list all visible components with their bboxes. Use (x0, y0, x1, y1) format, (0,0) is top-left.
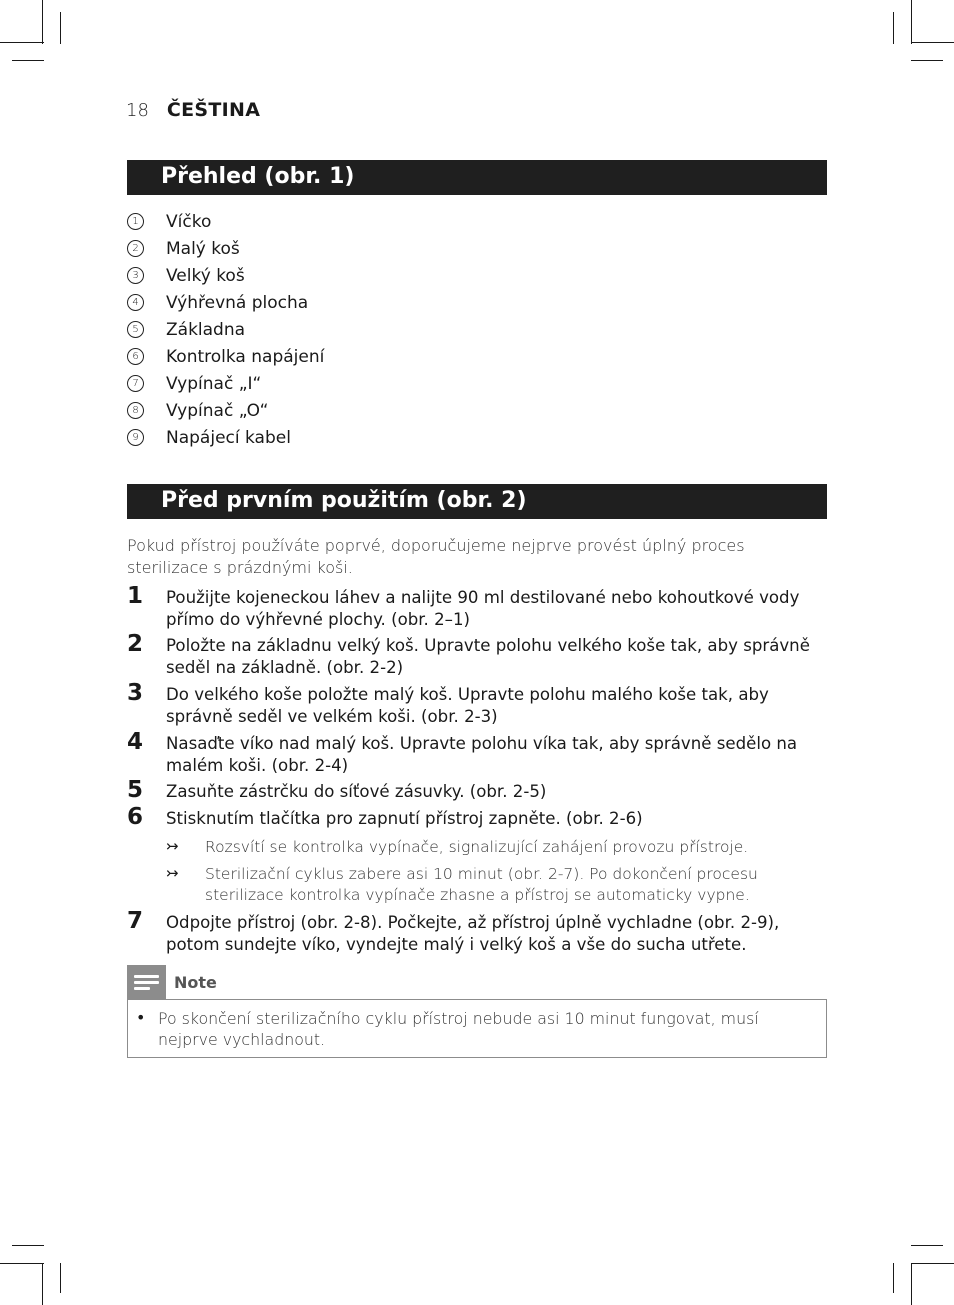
step-number: 5 (127, 777, 144, 803)
step (127, 804, 829, 830)
crop-mark (60, 12, 61, 44)
intro-paragraph: Pokud přístroj používáte poprvé, doporučujeme nejprve provést úplný proces sterilizace s prázdnými koši. (127, 536, 745, 577)
step-number: 2 (127, 631, 144, 657)
item-label: Malý koš (166, 239, 240, 259)
crop-mark (12, 1245, 44, 1246)
crop-mark (911, 1263, 954, 1264)
step (127, 777, 829, 803)
item-label: Vypínač „O“ (166, 401, 269, 421)
crop-mark (911, 60, 943, 61)
note-icon (127, 965, 166, 999)
crop-mark (0, 1263, 44, 1264)
item-label: Základna (166, 320, 246, 340)
page-header (126, 99, 260, 123)
crop-mark (60, 1263, 61, 1293)
substep (166, 837, 816, 858)
item-number: 3 (127, 267, 144, 284)
step-text: Zasuňte zástrčku do síťové zásuvky. (obr. 2-5) (166, 782, 547, 801)
note-box (127, 999, 827, 1058)
crop-mark (911, 1245, 943, 1246)
step-number: 6 (127, 804, 144, 830)
substep-text: Rozsvítí se kontrolka vypínače, signalizující zahájení provozu přístroje. (205, 838, 749, 856)
crop-mark (893, 12, 894, 44)
crop-mark (42, 1263, 43, 1305)
step-text: Odpojte přístroj (obr. 2-8). Počkejte, až přístroj úplně vychladne (obr. 2-9), potom sundejte víko, vyndejte malý i velký koš a vše do sucha utřete. (166, 913, 780, 954)
step-text: Nasaďte víko nad malý koš. Upravte polohu víka tak, aby správně sedělo na malém koši. (obr. 2-4) (166, 734, 798, 775)
item-label: Vypínač „I“ (166, 374, 262, 394)
step (127, 631, 829, 678)
note-header (127, 965, 217, 999)
step-text: Položte na základnu velký koš. Upravte polohu velkého koše tak, aby správně seděl na základně. (obr. 2-2) (166, 636, 810, 677)
result-arrow-icon: ↣ (166, 864, 179, 882)
item-label: Velký koš (166, 266, 245, 286)
substep-text: Sterilizační cyklus zabere asi 10 minut (obr. 2-7). Po dokončení procesu sterilizace kontrolka vypínače zhasne a přístroj se automaticky vypne. (205, 865, 758, 904)
overview-heading: Přehled (obr. 1) (127, 160, 827, 195)
step-text: Stisknutím tlačítka pro zapnutí přístroj zapněte. (obr. 2-6) (166, 809, 643, 828)
step (127, 729, 829, 776)
note-label: Note (174, 972, 217, 992)
result-arrow-icon: ↣ (166, 837, 179, 855)
step (127, 583, 829, 630)
crop-mark (911, 1263, 912, 1305)
step (127, 908, 829, 955)
item-number: 1 (127, 213, 144, 230)
item-number: 7 (127, 375, 144, 392)
step-text: Použijte kojeneckou láhev a nalijte 90 ml destilované nebo kohoutkové vody přímo do výhřevné plochy. (obr. 2–1) (166, 588, 800, 629)
item-label: Víčko (166, 212, 212, 232)
item-label: Výhřevná plocha (166, 293, 309, 313)
step-number: 1 (127, 583, 144, 609)
step-number: 3 (127, 680, 144, 706)
first-use-heading: Před prvním použitím (obr. 2) (127, 484, 827, 519)
step-number: 7 (127, 908, 144, 934)
item-number: 6 (127, 348, 144, 365)
item-number: 2 (127, 240, 144, 257)
step (127, 680, 829, 727)
crop-mark (12, 60, 44, 61)
step-text: Do velkého koše položte malý koš. Upravte polohu malého koše tak, aby správně seděl ve velkém koši. (obr. 2-3) (166, 685, 769, 726)
crop-mark (42, 0, 43, 44)
item-label: Kontrolka napájení (166, 347, 325, 367)
crop-mark (911, 42, 954, 43)
page-number: 18 (126, 100, 149, 121)
substep (166, 864, 816, 905)
item-number: 8 (127, 402, 144, 419)
step-number: 4 (127, 729, 144, 755)
bullet: • (136, 1008, 146, 1027)
crop-mark (893, 1263, 894, 1293)
crop-mark (911, 0, 912, 44)
item-number: 4 (127, 294, 144, 311)
item-number: 9 (127, 429, 144, 446)
item-label: Napájecí kabel (166, 428, 291, 448)
note-text: Po skončení sterilizačního cyklu přístroj nebude asi 10 minut fungovat, musí nejprve vychladnout. (158, 1009, 759, 1049)
language-title: ČEŠTINA (166, 99, 261, 121)
item-number: 5 (127, 321, 144, 338)
crop-mark (0, 42, 44, 43)
